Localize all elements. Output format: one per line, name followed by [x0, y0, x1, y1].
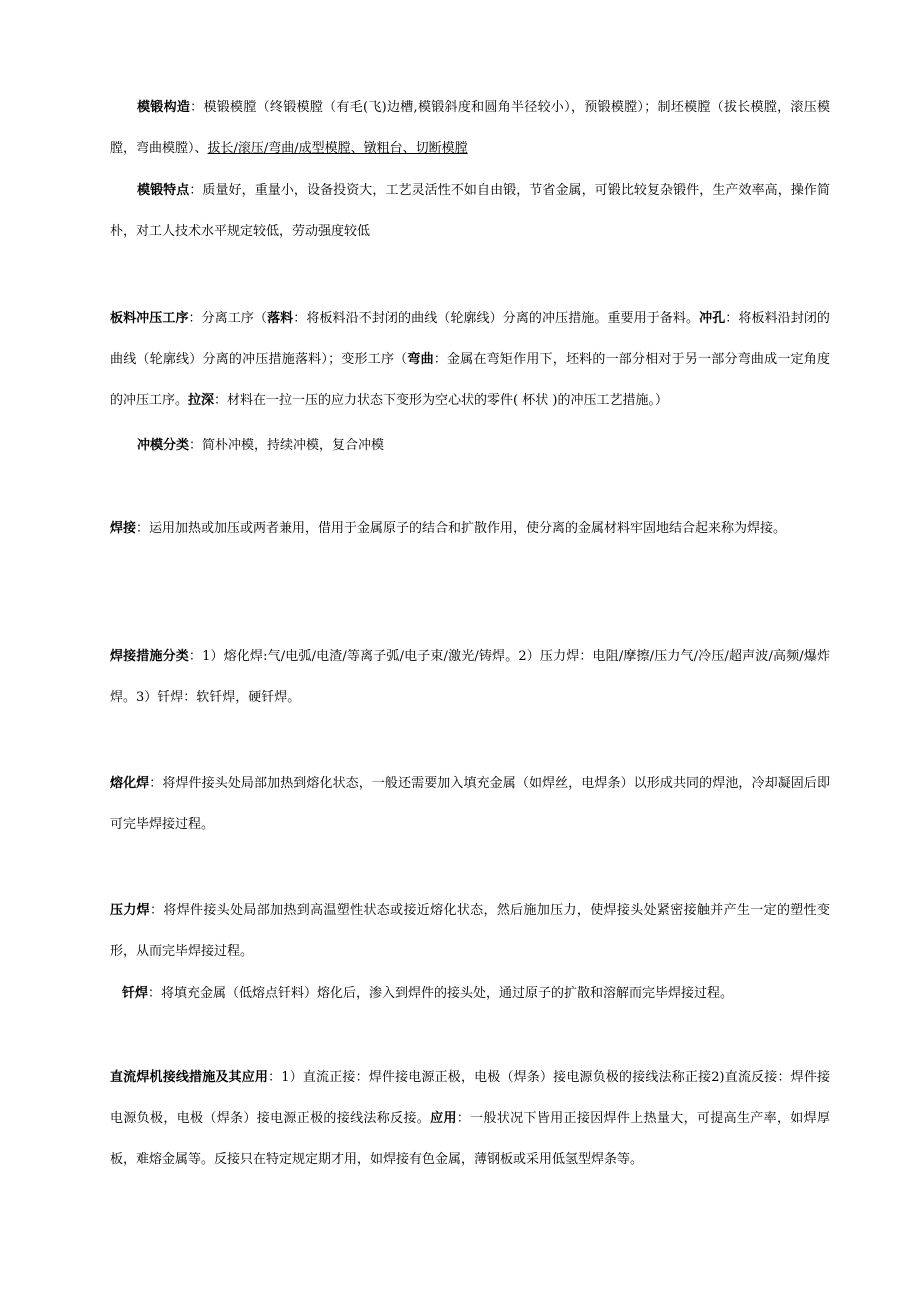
- keyword-application: 应用: [430, 1111, 457, 1126]
- paragraph-die-forging-structure: [110, 87, 830, 169]
- paragraph-text: 将填充金属（低熔点钎料）熔化后，渗入到焊件的接头处，通过原子的扩散和溶解而完毕焊接过程。: [161, 986, 734, 1001]
- heading-die-classification: 冲模分类: [137, 438, 190, 453]
- separator: ：: [190, 100, 204, 115]
- paragraph-text: ：金属在弯矩作用下，坯料的一部分相对于另一部分弯曲成一定角度的冲压工序。: [110, 352, 830, 408]
- paragraph-fusion-welding: [110, 763, 830, 845]
- heading-dc-welder-connection: 直流焊机接线措施及其应用: [110, 1070, 269, 1085]
- heading-pressure-welding: 压力焊: [110, 903, 151, 918]
- paragraph-text: ：分离工序（: [188, 311, 268, 326]
- heading-die-forging-features: 模锻特点: [137, 183, 190, 198]
- paragraph-welding-methods: [110, 636, 830, 718]
- separator: ：: [149, 776, 163, 791]
- separator: ：: [148, 986, 162, 1001]
- paragraph-text: ：一般状况下皆用正接因焊件上热量大，可提高生产率，如焊厚板，难熔金属等。反接只在特定规定期才用，如焊接有色金属，薄钢板或采用低氢型焊条等。: [110, 1111, 830, 1167]
- paragraph-pressure-welding: [110, 890, 830, 972]
- paragraph-text: ：将板料沿不封闭的曲线（轮廓线）分离的冲压措施。重要用于备料。: [293, 311, 700, 326]
- heading-welding: 焊接: [110, 521, 137, 536]
- heading-fusion-welding: 熔化焊: [110, 776, 150, 791]
- paragraph-welding: [110, 508, 830, 549]
- paragraph-text: 简朴冲模，持续冲模，复合冲模: [202, 438, 385, 453]
- separator: ：: [188, 649, 203, 664]
- paragraph-text: ：材料在一拉一压的应力状态下变形为空心状的零件( 杯状 )的冲压工艺措施。）: [214, 393, 668, 408]
- keyword-punching: 冲孔: [699, 311, 726, 326]
- underlined-text: 拔长/滚压/弯曲/成型模膛、镦粗台、切断模膛: [207, 141, 468, 156]
- heading-sheet-stamping: 板料冲压工序: [110, 311, 189, 326]
- heading-welding-methods: 焊接措施分类: [110, 649, 189, 664]
- paragraph-die-classification: [110, 425, 830, 466]
- paragraph-brazing: [110, 973, 830, 1014]
- separator: ：: [189, 183, 203, 198]
- keyword-blanking: 落料: [267, 311, 294, 326]
- paragraph-text: 将焊件接头处局部加热到高温塑性状态或接近熔化状态，然后施加压力，使焊接头处紧密接触并产生一定的塑性变形，从而完毕焊接过程。: [110, 903, 830, 959]
- separator: ：: [136, 521, 150, 536]
- paragraph-sheet-stamping: [110, 298, 830, 421]
- paragraph-text: 将焊件接头处局部加热到熔化状态，一般还需要加入填充金属（如焊丝，电焊条）以形成共同的焊池，冷却凝固后即可完毕焊接过程。: [110, 776, 830, 832]
- keyword-bending: 弯曲: [407, 352, 434, 367]
- paragraph-die-forging-features: [110, 170, 830, 252]
- paragraph-text: ：1）直流正接：焊件接电源正极，电极（焊条）接电源负极的接线法称正接2)直流反接：焊件接电源负极，电极（焊条）接电源正极的接线法称反接。: [110, 1070, 830, 1126]
- paragraph-text: 模锻模膛（终锻模膛（有毛(飞)边槽,模锻斜度和圆角半径较小），预锻模膛）；制坯模膛（拔长模膛，滚压模膛，弯曲模膛）、: [110, 100, 830, 156]
- paragraph-text: 运用加热或加压或两者兼用，借用于金属原子的结合和扩散作用，使分离的金属材料牢固地结合起来称为焊接。: [149, 521, 787, 536]
- separator: ：: [189, 438, 203, 453]
- heading-die-forging-structure: 模锻构造: [137, 100, 191, 115]
- separator: ：: [150, 903, 164, 918]
- paragraph-text: 质量好，重量小，设备投资大，工艺灵活性不如自由锻，节省金属，可锻比较复杂锻件，生产效率高，操作简朴，对工人技术水平规定较低，劳动强度较低: [110, 183, 830, 239]
- paragraph-text: 1）熔化焊:气/电弧/电渣/等离子弧/电子束/激光/铸焊。2）压力焊：电阻/摩擦/压力气/冷压/超声波/高频/爆炸焊。3）钎焊：软钎焊，硬钎焊。: [110, 649, 830, 705]
- keyword-deep-drawing: 拉深: [188, 393, 215, 408]
- paragraph-dc-welder-connection: [110, 1057, 830, 1180]
- paragraph-text: ：将板料沿封闭的曲线（轮廓线）分离的冲压措施落料）；变形工序（: [110, 311, 830, 367]
- heading-brazing: 钎焊: [122, 986, 149, 1001]
